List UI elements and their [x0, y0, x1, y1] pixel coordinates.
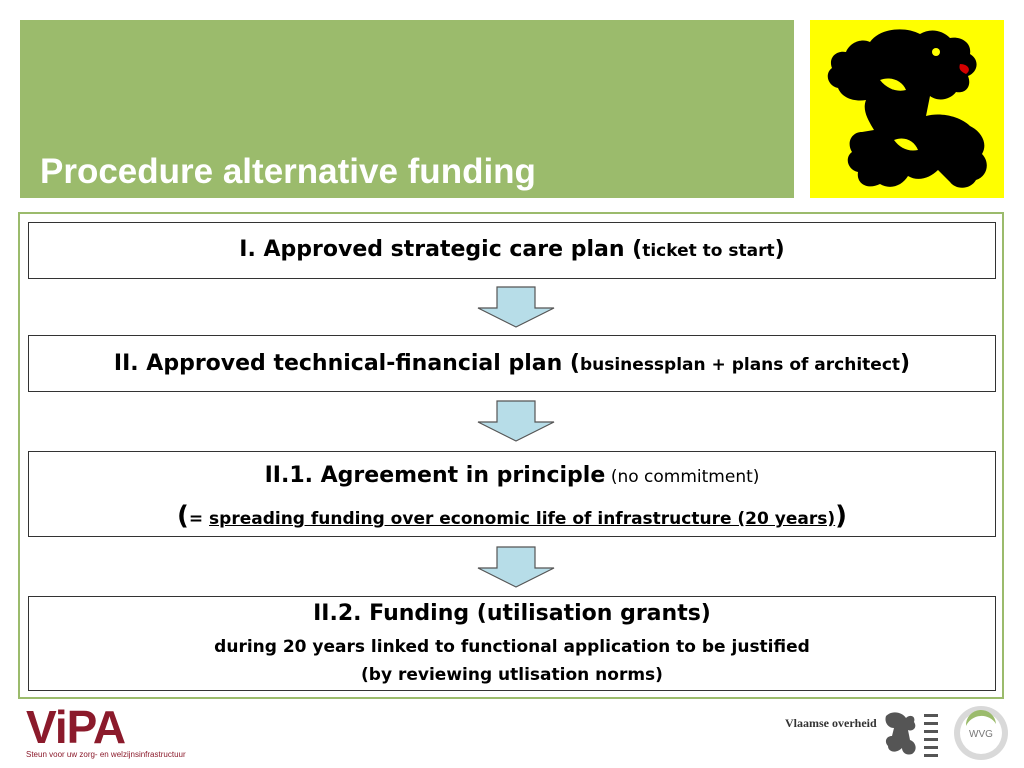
- down-arrow-icon: [477, 286, 555, 328]
- step2-detail: businessplan + plans of architect: [579, 355, 901, 375]
- page-title: Procedure alternative funding: [40, 152, 536, 191]
- step4-main: II.2. Funding (utilisation grants): [313, 601, 711, 626]
- step-funding: [28, 596, 996, 691]
- vlaamse-overheid-lion-icon: [880, 708, 942, 758]
- step3-underlined: spreading funding over economic life of infrastructure (20 years): [209, 509, 836, 529]
- step3-open: (: [176, 501, 189, 531]
- step4-line2: during 20 years linked to functional application to be justified: [214, 637, 810, 657]
- step-agreement-in-principle: [28, 451, 996, 537]
- wvg-logo-icon: [952, 704, 1010, 762]
- vipa-logo: [26, 700, 186, 762]
- step-technical-financial-plan: [28, 335, 996, 392]
- vipa-tagline: Steun voor uw zorg- en welzijnsinfrastructuur: [26, 750, 186, 759]
- step4-line3: (by reviewing utlisation norms): [361, 665, 663, 685]
- flemish-lion-logo: [810, 20, 1004, 198]
- title-band: [20, 20, 794, 198]
- vlaamse-overheid-label: Vlaamse overheid: [785, 716, 877, 730]
- vipa-logo-text: ViPA: [26, 701, 126, 753]
- step2-close: ): [900, 351, 911, 376]
- step3-main: II.1. Agreement in principle: [264, 463, 606, 488]
- step3-note: (no commitment): [610, 467, 760, 487]
- step-strategic-care-plan: [28, 222, 996, 279]
- step1-main: I. Approved strategic care plan (: [239, 237, 643, 262]
- down-arrow-icon: [477, 546, 555, 588]
- step3-close: ): [835, 501, 848, 531]
- step1-detail: ticket to start: [642, 241, 775, 261]
- flemish-lion-icon: [810, 20, 1004, 198]
- down-arrow-icon: [477, 400, 555, 442]
- step3-eq: =: [188, 509, 210, 529]
- step1-close: ): [774, 237, 785, 262]
- step2-main: II. Approved technical-financial plan (: [113, 351, 580, 376]
- wvg-logo-text: WVG: [969, 729, 993, 740]
